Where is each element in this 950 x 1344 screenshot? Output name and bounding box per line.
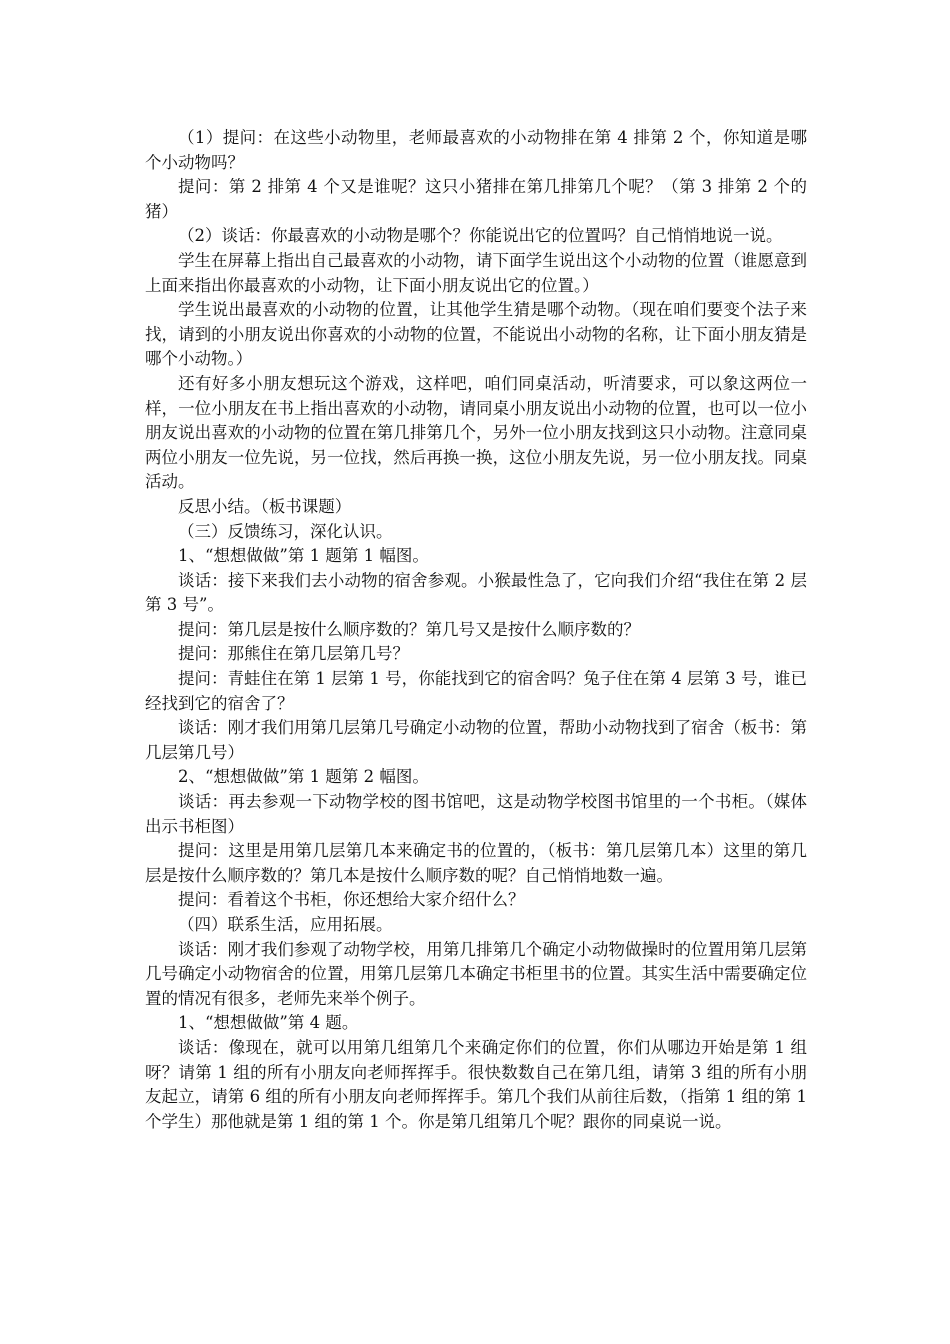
paragraph-floor-order-question: 提问：第几层是按什么顺序数的？第几号又是按什么顺序数的？ (178, 619, 640, 639)
paragraph-q2-talk: （2）谈话：你最喜欢的小动物是哪个？你能说出它的位置吗？自己悄悄地说一说。 (178, 226, 783, 246)
paragraph-dormitory-summary: 谈话：刚才我们用第几层第几号确定小动物的位置，帮助小动物找到了宿舍（板书：第几层第几号） (145, 718, 807, 762)
paragraph-bookshelf-introduce: 提问：看着这个书柜，你还想给大家介绍什么？ (178, 890, 525, 910)
paragraph-reflection-summary: 反思小结。（板书课题） (178, 496, 352, 516)
paragraph-exercise-1-picture-2: 2、“想想做做”第 1 题第 2 幅图。 (178, 767, 429, 787)
paragraph-classroom-groups: 谈话：像现在，就可以用第几组第几个来确定你们的位置，你们从哪边开始是第 1 组呀？请第 1 组的所有小朋友向老师挥挥手。很快数数自己在第几组，请第 3 组的所有小朋友起立，请第 6 组的所有小朋友向老师挥挥手。第几个我们从前往后数，（指第 1 组的第 1 个学生）那他就是第 1 组的第 1 个。你是第几组第几个呢？跟你的同桌说一说。 (145, 1037, 807, 1131)
paragraph-bookshelf-question: 提问：这里是用第几层第几本来确定书的位置的，（板书：第几层第几本）这里的第几层是按什么顺序数的？第几本是按什么顺序数的呢？自己悄悄地数一遍。 (145, 841, 807, 885)
paragraph-q1-pig-position: 提问：第 2 排第 4 个又是谁呢？这只小猪排在第几排第几个呢？（第 3 排第 2 个的猪） (145, 177, 807, 221)
paragraph-frog-rabbit-question: 提问：青蛙住在第 1 层第 1 号，你能找到它的宿舍吗？兔子住在第 4 层第 3 号，谁已经找到它的宿舍了？ (145, 669, 807, 713)
paragraph-q1-favorite-animal: （1）提问：在这些小动物里，老师最喜欢的小动物排在第 4 排第 2 个，你知道是哪个小动物吗？ (145, 128, 807, 172)
paragraph-application-talk: 谈话：刚才我们参观了动物学校，用第几排第几个确定小动物做操时的位置用第几层第几号确定小动物宿舍的位置，用第几层第几本确定书柜里书的位置。其实生活中需要确定位置的情况有很多，老师先来举个例子。 (145, 939, 807, 1008)
paragraph-library-visit: 谈话：再去参观一下动物学校的图书馆吧，这是动物学校图书馆里的一个书柜。（媒体出示书柜图） (145, 792, 807, 836)
document-page (145, 126, 807, 1134)
paragraph-dormitory-visit: 谈话：接下来我们去小动物的宿舍参观。小猴最性急了，它向我们介绍“我住在第 2 层第 3 号”。 (145, 570, 807, 615)
paragraph-desk-mate-activity: 还有好多小朋友想玩这个游戏，这样吧，咱们同桌活动，听清要求，可以象这两位一样，一位小朋友在书上指出喜欢的小动物，请同桌小朋友说出小动物的位置，也可以一位小朋友说出喜欢的小动物的位置在第几排第几个，另外一位小朋友找到这只小动物。注意同桌两位小朋友一位先说，另一位找，然后再换一换，这位小朋友先说，另一位小朋友找。同桌活动。 (145, 373, 807, 492)
paragraph-guess-animal: 学生说出最喜欢的小动物的位置，让其他学生猜是哪个动物。（现在咱们要变个法子来找，请到的小朋友说出你喜欢的小动物的位置，不能说出小动物的名称，让下面小朋友猜是哪个小动物。） (145, 300, 807, 369)
paragraph-exercise-4: 1、“想想做做”第 4 题。 (178, 1013, 359, 1033)
section-heading-life-application: （四）联系生活，应用拓展。 (178, 915, 393, 934)
paragraph-exercise-1-picture-1: 1、“想想做做”第 1 题第 1 幅图。 (178, 546, 429, 566)
paragraph-bear-question: 提问：那熊住在第几层第几号？ (178, 644, 409, 664)
paragraph-screen-pointing: 学生在屏幕上指出自己最喜欢的小动物，请下面学生说出这个小动物的位置（谁愿意到上面来指出你最喜欢的小动物，让下面小朋友说出它的位置。） (145, 250, 807, 295)
section-heading-feedback-practice: （三）反馈练习，深化认识。 (178, 521, 393, 541)
